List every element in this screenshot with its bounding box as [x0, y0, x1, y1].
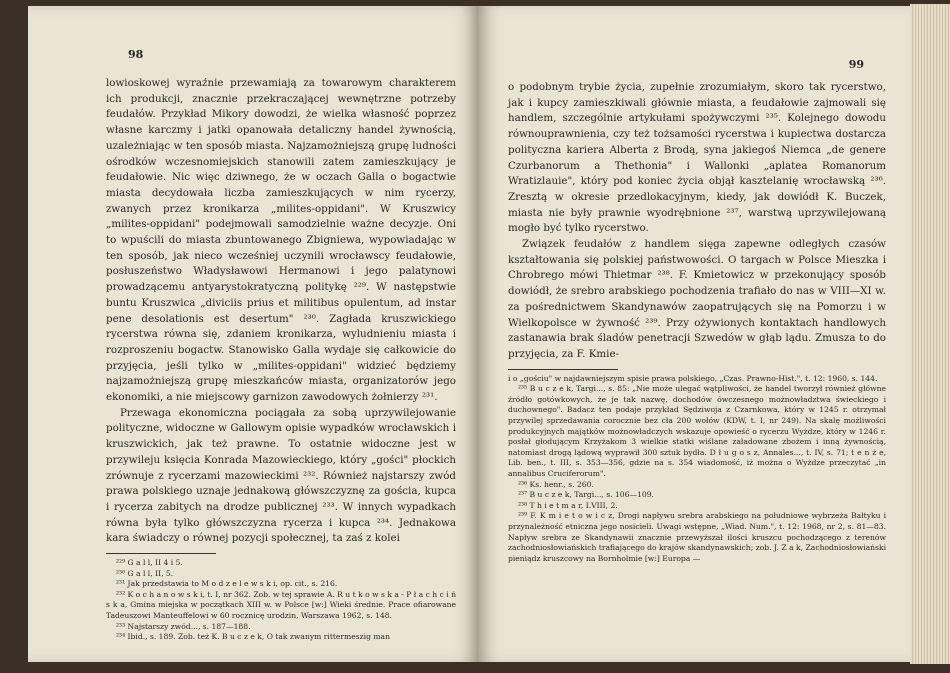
- right-page: [478, 6, 910, 662]
- footnote: ²³⁹ F. K m i e t o w i c z, Drogi napływu srebra arabskiego na południowe wybrzeża Bałtyku i przynależność etniczna jego nosicieli. Uwagi wstępne, „Wiad. Num.", t. 12: 1968, nr 2, s. 81—83. Napływ srebra ze Skandynawii znacznie przewyższał ilości kruszcu pochodzącego z terenów zachodniosłowiańskich trafiającego do krajów skandynawskich; zob. J. Z a k, Zachodniosłowiański pieniądz kruszcowy na Bornholmie [w:] Europa —: [508, 511, 886, 563]
- footnote: ²³⁷ B u c z e k, Targi..., s. 106—109.: [518, 490, 654, 500]
- footnote: ²³⁰ G a l l, II, 5.: [116, 568, 174, 578]
- footnote: ²³⁸ T h i e t m a r, I.VIII, 2.: [518, 500, 618, 510]
- left-body-text: [106, 76, 456, 547]
- footnote-separator: [106, 553, 216, 554]
- footnote: ²²⁹ G a l l, II 4 i 5.: [116, 558, 183, 568]
- paragraph: Przewaga ekonomiczna pociągała za sobą uprzywilejowanie polityczne, widoczne w Gallowym opisie wypadków wrocławskich i kruszwickich, jak też prawne. To ostatnie widoczne jest w przywileju księcia Konrada Mazowieckiego, który „gości" płockich zrównuje z rycerzami mazowieckimi ²³². Również najstarszy zwód prawa polskiego uznaje jednakową główszczyznę za gościa, kupca i rycerza zabitych na drodze publicznej ²³³. W innych wypadkach równa była tylko główszczyzna rycerza i kupca ²³⁴. Jednakowa kara świadczy o równej pozycji społecznej, ta zaś z kolei: [106, 406, 456, 545]
- footnote: ²³⁴ Ibid., s. 189. Zob. też K. B u c z e k, O tak zwanym rittermeszig man: [116, 632, 390, 642]
- left-footnotes: [106, 558, 456, 643]
- paragraph: lowioskowej wyraźnie przewamiają za towarowym charakterem ich produkcji, znacznie przekraczającej wewnętrzne potrzeby feudałów. Przykład Mikory dowodzi, że wielka własność poprzez własne karczmy i jatki opanowała detaliczny handel żywnością, uzależniając w ten sposób miasta. Najzamożniejszą grupę ludności ośrodków wczesnomiejskich stanowili zatem zamieszkujący je feudałowie. Nic więc dziwnego, że w oczach Galla o bogactwie miasta decydowała liczba zamieszkujących w nim rycerzy, zwanych przez kronikarza „milites-oppidani". W Kruszwicy „milites-oppidani" podejmowali samodzielnie ważne decyzje. Oni to wpuścili do miasta zbuntowanego Zbigniewa, wypowiadając w ten sposób, jak nieco wcześniej uczynili wrocławscy feudałowie, posłuszeństwo Władysławowi Hermanowi i jego palatynowi prowadzącemu antyarystokratyczną politykę ²²⁹. W następstwie buntu Kruszwica „diviciis prius et militibus opulentum, ad instar pene desolationis est desertum" ²³⁰. Zagłada kruszwickiego rycerstwa równa się, zdaniem kronikarza, wyludnieniu miasta i rozproszeniu bogactw. Stanowisko Galla wydaje się całkowicie do przyjęcia, jeśli tylko w „milites-oppidani" widzieć będziemy najzamożniejszą grupę mieszkańców miasta, organizatorów jego ekonomiki, a nie miejscowy garnizon zawodowych żołnierzy ²³¹.: [106, 77, 456, 404]
- footnote-continuation: i o „gościu" w najdawniejszym spisie prawa polskiego, „Czas. Prawno-Hist.", t. 12: 1960, s. 144.: [508, 373, 878, 383]
- left-page: [28, 6, 478, 662]
- footnote: ²³¹ Jak przedstawia to M o d z e l e w s k i, op. cit., s. 216.: [116, 579, 338, 589]
- page-number-right: 99: [848, 58, 864, 71]
- footnote: ²³⁵ B u c z e k, Targi..., s. 85: „Nie może ulegać wątpliwości, że handel tworzył również główne źródło gotówkowych, że je tak nazwę, dochodów ówczesnego możnowładztwa świeckiego i duchownego". Badacz ten podaje przykład Sędziwoja z Czarnkowa, który w 1245 r. otrzymał przywilej sprzedawania corocznie bez cła 200 wołów (KDW, t. I, nr 249). Na skalę możliwości produkcyjnych majątków możnowładczych wskazuje opowieść o rycerzu Wyżdze, który w 1246 r. posłał głodującym Krzyżakom 3 wielkie statki wiślane załadowane zbożem i inną żywnością, natomiast drogą lądową wyprawił 300 sztuk bydła. D ł u g o s z, Annales..., t. IV, s. 71; t e n ż e, Lib. ben., t. III, s. 353—356, gdzie na s. 354 wiadomość, iż można o Wyżdze przeczytać „in annalibus Cruciferorum".: [508, 384, 886, 478]
- footnote-separator: [508, 369, 618, 370]
- footnote: ²³² K o c h a n o w s k i, t. I, nr 362. Zob. w tej sprawie A. R u t k o w s k a - P ł a c h c i ń s k a, Gmina miejska w początkach XIII w. w Polsce [w:] Wieki średnie. Prace ofiarowane Tadeuszowi Manteuffelowi w 60 rocznicę urodzin, Warszawa 1962, s. 148.: [106, 589, 456, 621]
- footnote: ²³³ Najstarszy zwód..., s. 187—188.: [116, 621, 251, 631]
- paragraph: o podobnym trybie życia, zupełnie zrozumiałym, skoro tak rycerstwo, jak i kupcy zamieszkiwali głównie miasta, a feudałowie zajmowali się handlem, szczególnie artykułami spożywczymi ²³⁵. Kolejnego dowodu równouprawnienia, czy też tożsamości rycerstwa i kupiectwa dostarcza polityczna kariera Alberta z Brodą, syna jakiegoś Niemca „de genere Czurbanorum a Thethonia" i Wallonki „aplatea Romanorum Wratizlauie", który pod koniec życia objął kasztelanię wrocławską ²³⁶. Zresztą w okresie przedlokacyjnym, kiedy, jak dowiódł K. Buczek, miasta nie były prawnie wyodrębnione ²³⁷, warstwą uprzywilejowaną mogło być tylko rycerstwo.: [508, 81, 886, 235]
- right-footnotes: [508, 374, 886, 565]
- page-edges: [910, 4, 950, 664]
- paragraph: Związek feudałów z handlem sięga zapewne odległych czasów kształtowania się polskiej państwowości. O targach w Polsce Mieszka i Chrobrego mówi Thietmar ²³⁸. F. Kmietowicz w przekonujący sposób dowiódł, że srebro arabskiego pochodzenia trafiało do nas w VIII—XI w. za pośrednictwem Skandynawów zaopatrujących się na Pomorzu i w Wielkopolsce w żywność ²³⁹. Przy ożywionych kontaktach handlowych zastanawia brak śladów penetracji Szwedów w głąb lądu. Zmusza to do przyjęcia, za F. Kmie-: [508, 238, 886, 360]
- footnote: ²³⁶ Ks. henr., s. 260.: [518, 479, 594, 489]
- page-number-left: 98: [128, 48, 144, 61]
- right-body-text: [508, 80, 886, 363]
